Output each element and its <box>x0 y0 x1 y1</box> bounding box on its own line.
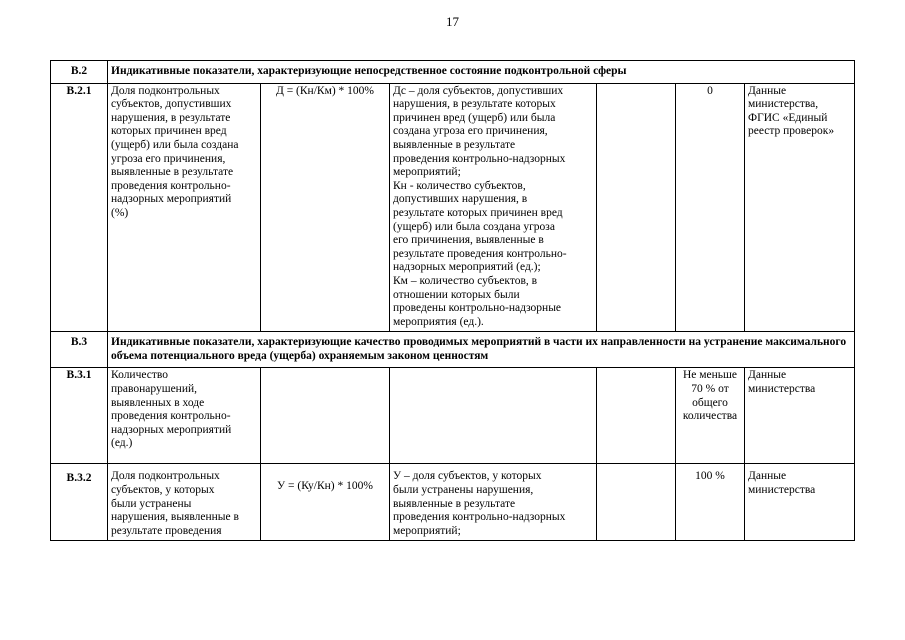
indicator-code: В.3.2 <box>51 464 108 541</box>
data-source: Данные министерства, ФГИС «Единый реестр проверок» <box>745 83 855 332</box>
data-source: Данные министерства <box>745 464 855 541</box>
empty-cell <box>597 368 676 464</box>
formula-comment: Дс – доля субъектов, допустивших нарушения, в результате которых причинен вред (ущерб) или была создана угроза его причинения, выявленные в результате проведения контрольно-надзорных мероприятий; Кн - количество субъектов, допустивших нарушения, в результате которых причинен вред (ущерб) или была создана угроза его причинения, выявленные в результате проведения контрольно- надзорных мероприятий (ед.); Км – количество субъектов, в отношении которых были проведены контрольно-надзорные мероприятия (ед.). <box>390 83 597 332</box>
section-row-b2 <box>51 61 855 84</box>
target-value: 0 <box>676 83 745 332</box>
section-code: В.3 <box>51 332 108 368</box>
indicator-name: Количество правонарушений, выявленных в ходе проведения контрольно- надзорных мероприятий (ед.) <box>108 368 261 464</box>
indicators-table <box>50 60 855 541</box>
indicator-name: Доля подконтрольных субъектов, у которых были устранены нарушения, выявленные в результате проведения <box>108 464 261 541</box>
table-row <box>51 464 855 541</box>
indicator-formula: У = (Ку/Кн) * 100% <box>261 464 390 541</box>
section-code: В.2 <box>51 61 108 84</box>
table-row <box>51 368 855 464</box>
target-value: 100 % <box>676 464 745 541</box>
section-row-b3 <box>51 332 855 368</box>
indicator-formula: Д = (Кн/Км) * 100% <box>261 83 390 332</box>
formula-comment: У – доля субъектов, у которых были устранены нарушения, выявленные в результате проведения контрольно-надзорных мероприятий; <box>390 464 597 541</box>
indicator-code: В.2.1 <box>51 83 108 332</box>
indicator-name: Доля подконтрольных субъектов, допустивших нарушения, в результате которых причинен вред (ущерб) или была создана угроза его причинения, выявленные в результате проведения контрольно- надзорных мероприятий (%) <box>108 83 261 332</box>
formula-comment <box>390 368 597 464</box>
page-number: 17 <box>446 14 459 29</box>
table-row <box>51 83 855 332</box>
section-title: Индикативные показатели, характеризующие непосредственное состояние подконтрольной сферы <box>108 61 855 84</box>
section-title: Индикативные показатели, характеризующие качество проводимых мероприятий в части их направленности на устранение максимального объема потенциального вреда (ущерба) охраняемым законом ценностям <box>108 332 855 368</box>
data-source: Данные министерства <box>745 368 855 464</box>
empty-cell <box>597 83 676 332</box>
target-value: Не меньше 70 % от общего количества <box>676 368 745 464</box>
indicator-formula <box>261 368 390 464</box>
indicator-code: В.3.1 <box>51 368 108 464</box>
empty-cell <box>597 464 676 541</box>
